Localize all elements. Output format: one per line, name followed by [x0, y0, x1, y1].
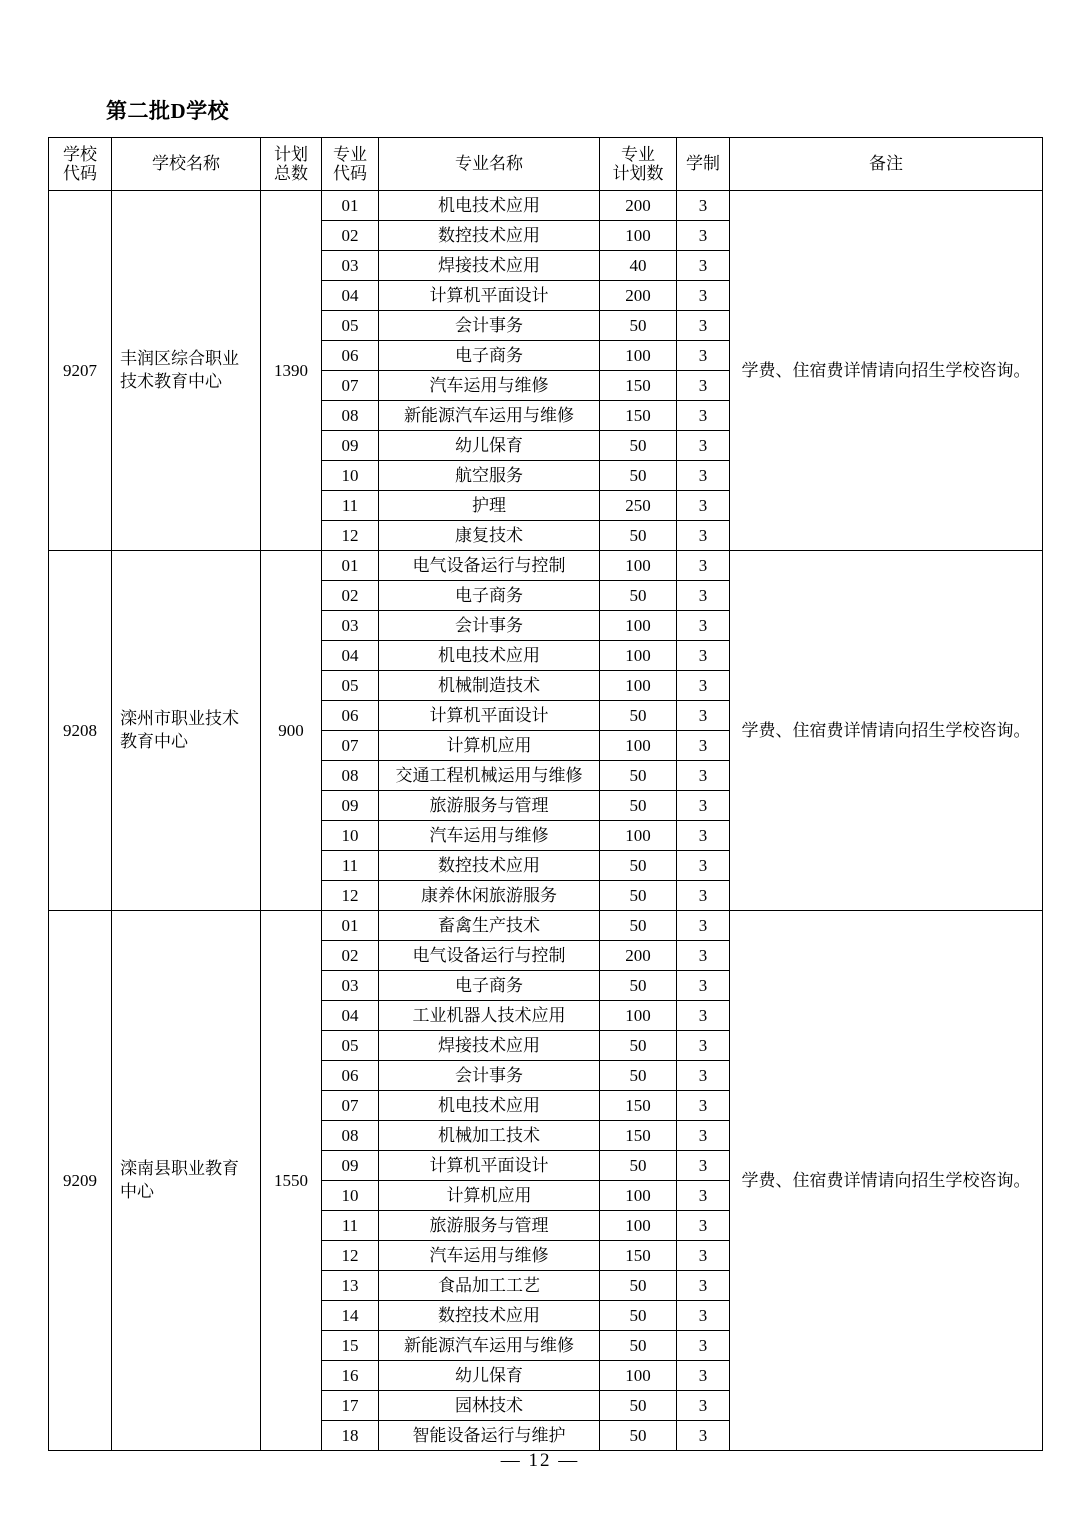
school-system-cell: 3 [677, 671, 730, 701]
major-name-cell: 幼儿保育 [379, 431, 600, 461]
major-name-cell: 新能源汽车运用与维修 [379, 1331, 600, 1361]
school-system-cell: 3 [677, 1331, 730, 1361]
major-code-cell: 09 [322, 791, 379, 821]
major-name-cell: 护理 [379, 491, 600, 521]
major-name-cell: 航空服务 [379, 461, 600, 491]
school-code-cell: 9207 [49, 191, 112, 551]
school-system-cell: 3 [677, 251, 730, 281]
school-system-cell: 3 [677, 1031, 730, 1061]
header-major-plan: 专业 计划数 [600, 138, 677, 191]
school-system-cell: 3 [677, 971, 730, 1001]
table-row [49, 551, 1043, 581]
school-system-cell: 3 [677, 731, 730, 761]
major-name-cell: 计算机平面设计 [379, 701, 600, 731]
major-code-cell: 02 [322, 581, 379, 611]
major-name-cell: 数控技术应用 [379, 1301, 600, 1331]
major-code-cell: 09 [322, 1151, 379, 1181]
major-plan-cell: 100 [600, 611, 677, 641]
major-name-cell: 食品加工工艺 [379, 1271, 600, 1301]
school-system-cell: 3 [677, 1301, 730, 1331]
major-name-cell: 计算机应用 [379, 731, 600, 761]
major-plan-cell: 100 [600, 731, 677, 761]
major-name-cell: 汽车运用与维修 [379, 821, 600, 851]
school-name-cell [112, 191, 261, 551]
major-plan-cell: 100 [600, 1181, 677, 1211]
school-system-cell: 3 [677, 191, 730, 221]
major-name-cell: 计算机平面设计 [379, 281, 600, 311]
school-system-cell: 3 [677, 821, 730, 851]
school-system-cell: 3 [677, 1091, 730, 1121]
major-plan-cell: 200 [600, 941, 677, 971]
school-code-cell: 9208 [49, 551, 112, 911]
major-code-cell: 03 [322, 251, 379, 281]
major-name-cell: 机电技术应用 [379, 641, 600, 671]
major-plan-cell: 50 [600, 791, 677, 821]
major-name-cell: 汽车运用与维修 [379, 371, 600, 401]
school-system-cell: 3 [677, 581, 730, 611]
major-plan-cell: 100 [600, 341, 677, 371]
major-code-cell: 10 [322, 821, 379, 851]
major-plan-cell: 100 [600, 1001, 677, 1031]
school-system-cell: 3 [677, 1001, 730, 1031]
school-system-cell: 3 [677, 431, 730, 461]
major-plan-cell: 150 [600, 1121, 677, 1151]
school-system-cell: 3 [677, 791, 730, 821]
header-school-name: 学校名称 [112, 138, 261, 191]
school-system-cell: 3 [677, 1391, 730, 1421]
major-plan-cell: 200 [600, 191, 677, 221]
major-code-cell: 02 [322, 941, 379, 971]
major-code-cell: 02 [322, 221, 379, 251]
school-system-cell: 3 [677, 401, 730, 431]
major-code-cell: 08 [322, 761, 379, 791]
major-name-cell: 焊接技术应用 [379, 1031, 600, 1061]
major-code-cell: 12 [322, 521, 379, 551]
major-code-cell: 07 [322, 1091, 379, 1121]
major-code-cell: 10 [322, 461, 379, 491]
major-name-cell: 计算机应用 [379, 1181, 600, 1211]
school-system-cell: 3 [677, 491, 730, 521]
school-name-text: 丰润区综合职业技术教育中心 [120, 349, 239, 391]
school-system-cell: 3 [677, 761, 730, 791]
major-code-cell: 07 [322, 371, 379, 401]
school-system-cell: 3 [677, 1271, 730, 1301]
header-school-system: 学制 [677, 138, 730, 191]
major-name-cell: 会计事务 [379, 311, 600, 341]
major-plan-cell: 50 [600, 311, 677, 341]
major-plan-cell: 100 [600, 821, 677, 851]
table-header-row [49, 138, 1043, 191]
major-plan-cell: 40 [600, 251, 677, 281]
school-system-cell: 3 [677, 371, 730, 401]
major-name-cell: 电气设备运行与控制 [379, 941, 600, 971]
major-code-cell: 14 [322, 1301, 379, 1331]
major-name-cell: 电子商务 [379, 341, 600, 371]
table-row [49, 911, 1043, 941]
major-plan-cell: 50 [600, 701, 677, 731]
major-code-cell: 01 [322, 551, 379, 581]
major-name-cell: 机电技术应用 [379, 1091, 600, 1121]
school-system-cell: 3 [677, 311, 730, 341]
school-system-cell: 3 [677, 341, 730, 371]
major-plan-cell: 150 [600, 1091, 677, 1121]
major-name-cell: 计算机平面设计 [379, 1151, 600, 1181]
table-row [49, 191, 1043, 221]
major-plan-cell: 50 [600, 581, 677, 611]
major-code-cell: 16 [322, 1361, 379, 1391]
major-plan-cell: 50 [600, 461, 677, 491]
major-code-cell: 12 [322, 1241, 379, 1271]
major-plan-cell: 50 [600, 1151, 677, 1181]
school-system-cell: 3 [677, 1241, 730, 1271]
enrollment-plan-table [48, 137, 1043, 1451]
school-name-text: 滦南县职业教育中心 [120, 1159, 239, 1201]
school-code-cell: 9209 [49, 911, 112, 1451]
school-system-cell: 3 [677, 851, 730, 881]
remark-cell: 学费、住宿费详情请向招生学校咨询。 [730, 191, 1043, 551]
major-plan-cell: 50 [600, 1391, 677, 1421]
major-plan-cell: 100 [600, 671, 677, 701]
major-name-cell: 会计事务 [379, 1061, 600, 1091]
major-name-cell: 畜禽生产技术 [379, 911, 600, 941]
school-system-cell: 3 [677, 221, 730, 251]
major-code-cell: 06 [322, 1061, 379, 1091]
major-plan-cell: 50 [600, 1331, 677, 1361]
major-code-cell: 06 [322, 701, 379, 731]
page-title: 第二批D学校 [106, 99, 230, 123]
major-name-cell: 康养休闲旅游服务 [379, 881, 600, 911]
major-name-cell: 工业机器人技术应用 [379, 1001, 600, 1031]
major-name-cell: 旅游服务与管理 [379, 791, 600, 821]
school-system-cell: 3 [677, 1211, 730, 1241]
header-major-name: 专业名称 [379, 138, 600, 191]
major-name-cell: 智能设备运行与维护 [379, 1421, 600, 1451]
major-name-cell: 电子商务 [379, 971, 600, 1001]
header-plan-total: 计划 总数 [261, 138, 322, 191]
major-plan-cell: 50 [600, 881, 677, 911]
major-code-cell: 01 [322, 191, 379, 221]
major-name-cell: 数控技术应用 [379, 851, 600, 881]
school-system-cell: 3 [677, 281, 730, 311]
major-code-cell: 18 [322, 1421, 379, 1451]
major-name-cell: 旅游服务与管理 [379, 1211, 600, 1241]
major-name-cell: 电气设备运行与控制 [379, 551, 600, 581]
major-code-cell: 05 [322, 311, 379, 341]
header-school-code: 学校 代码 [49, 138, 112, 191]
major-code-cell: 11 [322, 851, 379, 881]
major-name-cell: 园林技术 [379, 1391, 600, 1421]
school-system-cell: 3 [677, 941, 730, 971]
major-code-cell: 01 [322, 911, 379, 941]
major-code-cell: 17 [322, 1391, 379, 1421]
major-plan-cell: 150 [600, 401, 677, 431]
school-system-cell: 3 [677, 1181, 730, 1211]
remark-cell: 学费、住宿费详情请向招生学校咨询。 [730, 551, 1043, 911]
major-plan-cell: 50 [600, 971, 677, 1001]
major-name-cell: 会计事务 [379, 611, 600, 641]
school-name-text: 滦州市职业技术教育中心 [120, 709, 239, 751]
major-plan-cell: 100 [600, 221, 677, 251]
school-system-cell: 3 [677, 1421, 730, 1451]
major-plan-cell: 250 [600, 491, 677, 521]
major-code-cell: 05 [322, 1031, 379, 1061]
major-plan-cell: 50 [600, 1421, 677, 1451]
major-plan-cell: 50 [600, 851, 677, 881]
school-system-cell: 3 [677, 1361, 730, 1391]
major-name-cell: 汽车运用与维修 [379, 1241, 600, 1271]
plan-total-cell: 900 [261, 551, 322, 911]
table-header [49, 138, 1043, 191]
table-body [49, 191, 1043, 1451]
major-plan-cell: 150 [600, 371, 677, 401]
school-system-cell: 3 [677, 521, 730, 551]
major-plan-cell: 50 [600, 521, 677, 551]
school-system-cell: 3 [677, 1061, 730, 1091]
school-system-cell: 3 [677, 881, 730, 911]
header-remark: 备注 [730, 138, 1043, 191]
school-system-cell: 3 [677, 551, 730, 581]
school-system-cell: 3 [677, 1151, 730, 1181]
major-code-cell: 08 [322, 401, 379, 431]
major-plan-cell: 50 [600, 761, 677, 791]
major-name-cell: 机械制造技术 [379, 671, 600, 701]
major-plan-cell: 50 [600, 911, 677, 941]
major-plan-cell: 50 [600, 431, 677, 461]
major-name-cell: 机械加工技术 [379, 1121, 600, 1151]
major-code-cell: 03 [322, 611, 379, 641]
major-code-cell: 04 [322, 641, 379, 671]
major-plan-cell: 150 [600, 1241, 677, 1271]
major-code-cell: 04 [322, 281, 379, 311]
major-plan-cell: 200 [600, 281, 677, 311]
major-code-cell: 11 [322, 1211, 379, 1241]
major-name-cell: 电子商务 [379, 581, 600, 611]
major-plan-cell: 50 [600, 1061, 677, 1091]
school-system-cell: 3 [677, 911, 730, 941]
major-code-cell: 10 [322, 1181, 379, 1211]
major-name-cell: 机电技术应用 [379, 191, 600, 221]
major-code-cell: 07 [322, 731, 379, 761]
major-plan-cell: 100 [600, 641, 677, 671]
school-system-cell: 3 [677, 1121, 730, 1151]
major-name-cell: 幼儿保育 [379, 1361, 600, 1391]
major-code-cell: 12 [322, 881, 379, 911]
major-name-cell: 交通工程机械运用与维修 [379, 761, 600, 791]
major-plan-cell: 50 [600, 1031, 677, 1061]
major-plan-cell: 50 [600, 1271, 677, 1301]
major-plan-cell: 100 [600, 1211, 677, 1241]
major-name-cell: 新能源汽车运用与维修 [379, 401, 600, 431]
remark-cell: 学费、住宿费详情请向招生学校咨询。 [730, 911, 1043, 1451]
major-code-cell: 04 [322, 1001, 379, 1031]
major-code-cell: 09 [322, 431, 379, 461]
plan-total-cell: 1390 [261, 191, 322, 551]
school-system-cell: 3 [677, 461, 730, 491]
major-code-cell: 08 [322, 1121, 379, 1151]
school-name-cell [112, 551, 261, 911]
plan-total-cell: 1550 [261, 911, 322, 1451]
major-plan-cell: 100 [600, 551, 677, 581]
school-name-cell [112, 911, 261, 1451]
major-code-cell: 15 [322, 1331, 379, 1361]
page-footer: — 12 — [500, 1450, 580, 1471]
major-plan-cell: 50 [600, 1301, 677, 1331]
major-name-cell: 数控技术应用 [379, 221, 600, 251]
header-major-code: 专业 代码 [322, 138, 379, 191]
school-system-cell: 3 [677, 611, 730, 641]
major-plan-cell: 100 [600, 1361, 677, 1391]
school-system-cell: 3 [677, 641, 730, 671]
major-code-cell: 06 [322, 341, 379, 371]
major-code-cell: 11 [322, 491, 379, 521]
major-name-cell: 康复技术 [379, 521, 600, 551]
major-code-cell: 03 [322, 971, 379, 1001]
major-code-cell: 13 [322, 1271, 379, 1301]
major-code-cell: 05 [322, 671, 379, 701]
school-system-cell: 3 [677, 701, 730, 731]
major-name-cell: 焊接技术应用 [379, 251, 600, 281]
